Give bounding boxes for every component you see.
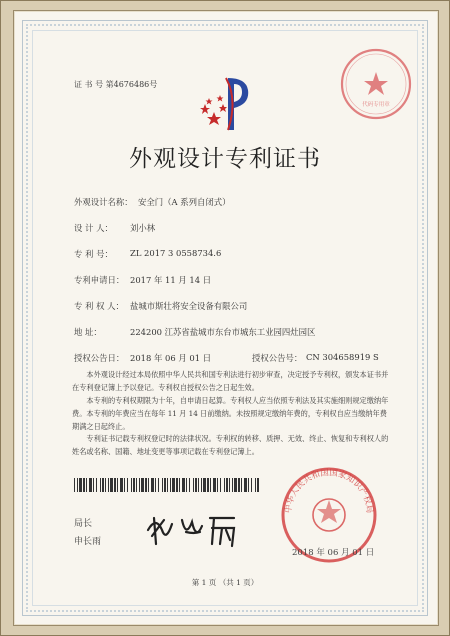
barcode-bar bbox=[102, 478, 104, 492]
patent-number-label: 专 利 号： bbox=[74, 249, 113, 259]
barcode bbox=[74, 478, 260, 492]
barcode-bar bbox=[86, 478, 87, 492]
barcode-bar bbox=[179, 478, 180, 492]
address-label: 地 址： bbox=[74, 327, 102, 337]
owner-value: 盐城市斯壮将安全设备有限公司 bbox=[130, 301, 248, 311]
barcode-bar bbox=[114, 478, 116, 492]
barcode-bar bbox=[148, 478, 149, 492]
paragraph-1: 本外观设计经过本局依照中华人民共和国专利法进行初步审查，决定授予专利权，颁发本证书并在专利登记簿上予以登记。专利权自授权公告之日起生效。 bbox=[72, 370, 389, 392]
barcode-bar bbox=[133, 478, 135, 492]
certificate-number: 证 书 号 第4676486号 bbox=[74, 80, 158, 89]
grant-number-label: 授权公告号： bbox=[252, 353, 303, 363]
director-title: 局长 bbox=[74, 519, 93, 529]
barcode-bar bbox=[210, 478, 211, 492]
grant-date-label: 授权公告日： bbox=[74, 353, 125, 363]
barcode-bar bbox=[110, 478, 113, 492]
barcode-bar bbox=[151, 478, 154, 492]
barcode-bar bbox=[117, 478, 118, 492]
barcode-bar bbox=[207, 478, 209, 492]
barcode-bar bbox=[213, 478, 216, 492]
svg-text:中华人民共和国国家知识产权局: 中华人民共和国国家知识产权局 bbox=[283, 468, 375, 514]
barcode-bar bbox=[93, 478, 94, 492]
barcode-bar bbox=[136, 478, 137, 492]
barcode-bar bbox=[155, 478, 156, 492]
barcode-bar bbox=[244, 478, 247, 492]
owner-label: 专 利 权 人： bbox=[74, 301, 124, 311]
barcode-bar bbox=[120, 478, 123, 492]
barcode-bar bbox=[83, 478, 85, 492]
barcode-bar bbox=[232, 478, 233, 492]
barcode-bar bbox=[226, 478, 228, 492]
grant-date-value: 2018 年 06 月 01 日 bbox=[130, 353, 212, 363]
grant-number-value: CN 304658919 S bbox=[306, 352, 379, 362]
barcode-bar bbox=[172, 478, 175, 492]
barcode-bar bbox=[170, 478, 171, 492]
barcode-bar bbox=[189, 478, 190, 492]
paragraph-3: 专利证书记载专利权登记时的法律状况。专利权的转移、质押、无效、终止、恢复和专利权人的姓名或名称、国籍、地址变更等事项记载在专利登记簿上。 bbox=[72, 434, 389, 456]
director-signature bbox=[142, 510, 240, 550]
certificate-title: 外观设计专利证书 bbox=[129, 146, 321, 172]
barcode-bar bbox=[203, 478, 206, 492]
paragraph-2: 本专利的专利权期限为十年，自申请日起算。专利权人应当依照专利法及其实施细则规定缴纳年费。本专利的年费应当在每年 11 月 14 日前缴纳。未按照规定缴纳年费的，专利权自应当缴纳年费期满之日起终止。 bbox=[72, 396, 389, 431]
barcode-bar bbox=[131, 478, 132, 492]
barcode-bar bbox=[108, 478, 109, 492]
barcode-bar bbox=[176, 478, 178, 492]
barcode-bar bbox=[257, 478, 259, 492]
barcode-bar bbox=[229, 478, 230, 492]
barcode-bar bbox=[139, 478, 140, 492]
barcode-bar bbox=[186, 478, 187, 492]
barcode-bar bbox=[195, 478, 197, 492]
barcode-bar bbox=[182, 478, 185, 492]
design-name-label: 外观设计名称： bbox=[74, 197, 133, 207]
barcode-bar bbox=[141, 478, 144, 492]
barcode-bar bbox=[251, 478, 252, 492]
barcode-bar bbox=[96, 478, 97, 492]
barcode-bar bbox=[164, 478, 166, 492]
barcode-bar bbox=[77, 478, 78, 492]
barcode-bar bbox=[79, 478, 82, 492]
address-value: 224200 江苏省盐城市东台市城东工业园四灶园区 bbox=[130, 327, 316, 337]
company-stamp bbox=[338, 46, 414, 122]
patent-office-logo bbox=[198, 70, 254, 136]
barcode-bar bbox=[100, 478, 101, 492]
barcode-bar bbox=[193, 478, 194, 492]
barcode-bar bbox=[145, 478, 147, 492]
barcode-bar bbox=[127, 478, 128, 492]
design-name-value: 安全门（A 系列自闭式） bbox=[138, 197, 231, 207]
barcode-bar bbox=[201, 478, 202, 492]
barcode-bar bbox=[248, 478, 249, 492]
patent-number-value: ZL 2017 3 0558734.6 bbox=[130, 248, 222, 258]
barcode-bar bbox=[217, 478, 218, 492]
page-footer: 第 1 页 （共 1 页） bbox=[191, 578, 259, 587]
barcode-bar bbox=[167, 478, 168, 492]
barcode-bar bbox=[234, 478, 237, 492]
barcode-bar bbox=[255, 478, 256, 492]
barcode-bar bbox=[74, 478, 75, 492]
director-name: 申长雨 bbox=[74, 537, 102, 547]
barcode-bar bbox=[220, 478, 221, 492]
barcode-bar bbox=[238, 478, 240, 492]
barcode-bar bbox=[162, 478, 163, 492]
filing-date-label: 专利申请日： bbox=[74, 275, 125, 285]
barcode-bar bbox=[89, 478, 92, 492]
designer-value: 刘小林 bbox=[130, 223, 156, 233]
barcode-bar bbox=[105, 478, 106, 492]
barcode-bar bbox=[158, 478, 159, 492]
barcode-bar bbox=[224, 478, 225, 492]
seal-date: 2018 年 06 月 01 日 bbox=[292, 548, 375, 558]
designer-label: 设 计 人： bbox=[74, 223, 113, 233]
barcode-bar bbox=[241, 478, 242, 492]
filing-date-value: 2017 年 11 月 14 日 bbox=[130, 275, 212, 285]
barcode-bar bbox=[124, 478, 125, 492]
barcode-bar bbox=[198, 478, 199, 492]
svg-text:代码专用章: 代码专用章 bbox=[362, 102, 390, 108]
